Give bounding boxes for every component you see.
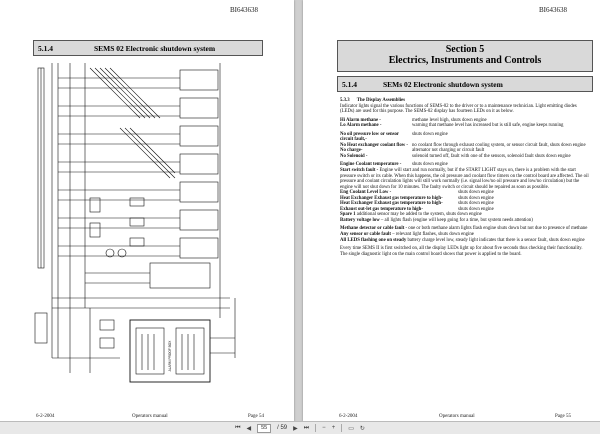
fit-page-icon[interactable]: ▭: [348, 425, 354, 432]
def-row: No oil pressure low or sensor circuit fault,- shuts down engine: [340, 131, 448, 143]
body-text: [340, 98, 592, 257]
footer-center: Operators manual: [439, 414, 475, 419]
methane-paragraph: Methane detector or cable fault - one or both methane alarm lights flash engine shuts down but not due to presence of methane: [340, 226, 588, 232]
next-page-icon[interactable]: ▶: [293, 425, 298, 432]
toolbar-separator: [315, 424, 316, 432]
rotate-icon[interactable]: ↻: [359, 425, 365, 432]
wiring-diagram: [30, 58, 255, 398]
section-number: 5.1.4: [38, 44, 53, 53]
def-row: Eng Coolant Level Low - shuts down engine: [340, 190, 494, 196]
doc-id: BI643638: [539, 6, 567, 14]
spare-paragraph: Spare 1 additional sensor may be added to the system, shuts down engine: [340, 212, 482, 218]
def-row: Exhaust out-let gas temperature to high- shuts down engine: [340, 206, 494, 212]
page-total: / 59: [277, 425, 288, 431]
def-row: Lo Alarm methane - warning that methane level has increased but is still safe, engine keeps running: [340, 123, 564, 129]
def-row: No Solenoid - solenoid turned off, fault with one of the sensors, solenoid fault shuts down engine: [340, 153, 571, 159]
footer-center: Operators manual: [132, 414, 168, 419]
closing-paragraph: The single diagnostic light on the main control board shows that power is applied to the board.: [340, 251, 522, 257]
subsection-title: The Display Assemblies: [356, 98, 406, 103]
section-header-line1: Section 5: [445, 44, 485, 55]
start-switch-paragraph: Start switch fault - Engine will start and run normally, but if the START LIGHT stays on, there is a problem with the start pressure switch or its cable. When this happens, the oil pressure and coolant flow timers on the control board are affected. The oil pressure and coolant circulation lights will still work normally (i.e. signal low/no oil pressure and low/no circulation) but the engine will not shut down for 10 minutes. The faulty switch or circuit should be repaired as soon as possible.: [340, 168, 589, 190]
sensor-paragraph: Any sensor or cable fault – relevant light flashes, shuts down engine: [340, 232, 474, 238]
footer-date: 6-2-2004: [339, 414, 358, 419]
section-title: SEMs 02 Electronic shutdown system: [383, 80, 503, 89]
closing-paragraph: Every time SEMS II is first switched on, all the display LEDs light up for about five seconds thus checking their functionality.: [340, 246, 583, 252]
section-header-line2: Electrics, Instruments and Controls: [388, 55, 542, 66]
def-row: No charge- alternator not charging or circuit fault: [340, 148, 485, 154]
def-row: Heat Exchanger Exhaust gas temperature to high- shuts down engine: [340, 201, 494, 207]
def-row: No Heat exchanger coolant flow - no coolant flow through exhaust cooling system, or sensor circuit fault, shuts down engine: [340, 142, 586, 148]
def-row: Hi Alarm methane - methane level high, shuts down engine: [340, 117, 487, 123]
section-bar: [337, 76, 593, 92]
subsection-number: 5.3.3: [340, 98, 350, 103]
doc-id: BI643638: [230, 6, 258, 14]
battery-paragraph: Battery voltage low – all lights flash (engine will keep going for a time, but system needs attention): [340, 217, 533, 223]
right-page: [303, 0, 600, 422]
footer-date: 6-2-2004: [36, 414, 55, 419]
def-row: Heat Exchanger Exhaust gas temperature to high- shuts down engine: [340, 195, 494, 201]
page-number-input[interactable]: 55: [257, 424, 271, 433]
zoom-out-icon[interactable]: −: [322, 425, 326, 431]
zoom-in-icon[interactable]: +: [331, 425, 336, 431]
section-bar: [33, 40, 263, 56]
section-title: SEMS 02 Electronic shutdown system: [94, 44, 216, 53]
section-number: 5.1.4: [342, 80, 357, 89]
allleds-paragraph: All LEDS flashing one on steady battery charge level low, steady light indicates that there is a sensor fault, shuts down engine: [340, 237, 585, 243]
prev-page-icon[interactable]: ◀: [246, 425, 252, 432]
footer-page: Page 55: [555, 414, 571, 419]
toolbar-separator: [341, 424, 342, 432]
last-page-icon[interactable]: ⏭: [303, 424, 310, 431]
viewer-toolbar: [0, 421, 600, 434]
intro-paragraph: Indicator lights signal the various functions of SEMS-02 to the driver or to a maintenance technician. Light emitting diodes (LEDs) are used for this purpose. The SEMS-02 display has fourteen LEDs on it as below.: [340, 103, 577, 115]
def-row: Engine Coolant temperature - shuts down engine: [340, 162, 448, 168]
footer-page: Page 54: [248, 414, 264, 419]
first-page-icon[interactable]: ⏮: [235, 424, 241, 431]
left-page: [0, 0, 294, 422]
section-header: [337, 40, 593, 72]
alarm-proof-box-label: ALARM PROOF BOX: [168, 340, 172, 372]
